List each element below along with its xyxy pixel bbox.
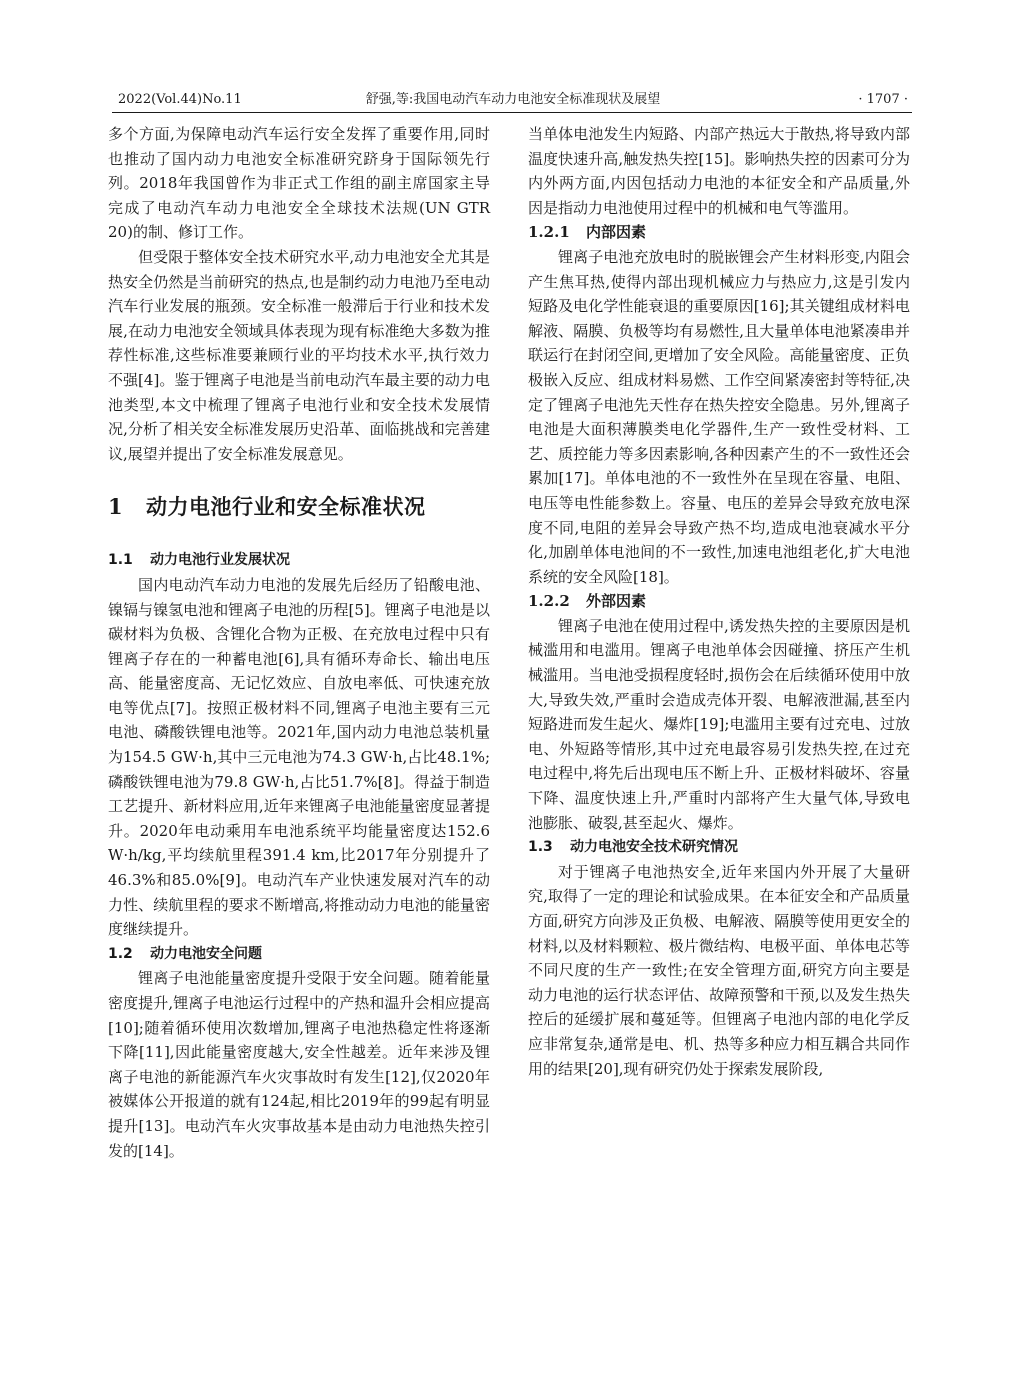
paragraph: 锂离子电池在使用过程中,诱发热失控的主要原因是机械滥用和电滥用。锂离子电池单体会因碰撞、挤压产生机械滥用。当电池受损程度轻时,损伤会在后续循环使用中放大,导致失效,严重时会造成壳体开裂、电解液泄漏,甚至内短路进而发生起火、爆炸[19];电滥用主要有过充电、过放电、外短路等情形,其中过充电最容易引发热失控,在过充电过程中,将先后出现电压不断上升、正极材料破坏、容量下降、温度快速上升,严重时内部将产生大量气体,导致电池膨胀、破裂,甚至起火、爆炸。	[528, 616, 910, 832]
section-heading	[108, 492, 490, 522]
paragraph: 锂离子电池充放电时的脱嵌锂会产生材料形变,内阻会产生焦耳热,使得内部出现机械应力与热应力,这是引发内短路及电化学性能衰退的重要原因[16];其关键组成材料电解液、隔膜、负极等均有易燃性,且大量单体电池紧凑串并联运行在封闭空间,更增加了安全风险。高能量密度、正负极嵌入反应、组成材料易燃、工作空间紧凑密封等特征,决定了锂离子电池先天性存在热失控安全隐患。另外,锂离子电池是大面积薄膜类电化学器件,生产一致性受材料、工艺、质控能力等多因素影响,各种因素产生的不一致性还会累加[17]。单体电池的不一致性外在呈现在容量、电阻、电压等电性能参数上。容量、电压的差异会导致充放电深度不同,电阻的差异会导致产热不均,造成电池衰减水平分化,加剧单体电池间的不一致性,加速电池组老化,扩大电池系统的安全风险[18]。	[528, 247, 910, 586]
section-number: 1	[108, 494, 124, 520]
subsubsection-title: 外部因素	[586, 592, 647, 611]
right-column	[528, 122, 910, 1081]
running-title: 舒强,等:我国电动汽车动力电池安全标准现状及展望	[365, 92, 661, 107]
paragraph: 对于锂离子电池热安全,近年来国内外开展了大量研究,取得了一定的理论和试验成果。在本征安全和产品质量方面,研究方向涉及正负极、电解液、隔膜等使用更安全的材料,以及材料颗粒、极片微结构、电极平面、单体电芯等不同尺度的生产一致性;在安全管理方面,研究方向主要是动力电池的运行状态评估、故障预警和干预,以及发生热失控后的延缓扩展和蔓延等。但锂离子电池内部的电化学反应非常复杂,通常是电、机、热等多种应力相互耦合共同作用的结果[20],现有研究仍处于探索发展阶段,	[528, 862, 910, 1078]
subsection-number: 1.2	[108, 945, 133, 962]
subsubsection-heading	[528, 220, 910, 245]
page-number: · 1707 ·	[858, 92, 908, 107]
subsection-heading	[528, 835, 910, 860]
subsubsection-number: 1.2.1	[528, 223, 570, 242]
subsection-number: 1.1	[108, 552, 133, 569]
paragraph: 锂离子电池能量密度提升受限于安全问题。随着能量密度提升,锂离子电池运行过程中的产热和温升会相应提高[10];随着循环使用次数增加,锂离子电池热稳定性将逐渐下降[11],因此能量密度越大,安全性越差。近年来涉及锂离子电池的新能源汽车火灾事故时有发生[12],仅2020年被媒体公开报道的就有124起,相比2019年的99起有明显提升[13]。电动汽车火灾事故基本是由动力电池热失控引发的[14]。	[108, 969, 490, 1160]
header-rule	[112, 112, 912, 113]
subsubsection-title: 内部因素	[586, 223, 647, 242]
left-column	[108, 122, 490, 1163]
paragraph: 当单体电池发生内短路、内部产热远大于散热,将导致内部温度快速升高,触发热失控[15]。影响热失控的因素可分为内外两方面,内因包括动力电池的本征安全和产品质量,外因是指动力电池使用过程中的机械和电气等滥用。	[528, 125, 910, 217]
paragraph: 但受限于整体安全技术研究水平,动力电池安全尤其是热安全仍然是当前研究的热点,也是制约动力电池乃至电动汽车行业发展的瓶颈。安全标准一般滞后于行业和技术发展,在动力电池安全领域具体表现为现有标准绝大多数为推荐性标准,这些标准要兼顾行业的平均技术水平,执行效力不强[4]。鉴于锂离子电池是当前电动汽车最主要的动力电池类型,本文中梳理了锂离子电池行业和安全技术发展情况,分析了相关安全标准发展历史沿革、面临挑战和完善建议,展望并提出了安全标准发展意见。	[108, 247, 490, 463]
subsection-number: 1.3	[528, 839, 553, 856]
subsection-heading	[108, 548, 490, 573]
section-title: 动力电池行业和安全标准状况	[146, 494, 426, 520]
running-header	[118, 88, 908, 112]
subsection-title: 动力电池安全技术研究情况	[570, 839, 738, 856]
subsubsection-heading	[528, 589, 910, 614]
paragraph: 国内电动汽车动力电池的发展先后经历了铅酸电池、镍镉与镍氢电池和锂离子电池的历程[5]。锂离子电池是以碳材料为负极、含锂化合物为正极、在充放电过程中只有锂离子存在的一种蓄电池[6],具有循环寿命长、输出电压高、能量密度高、无记忆效应、自放电率低、可快速充放电等优点[7]。按照正极材料不同,锂离子电池主要有三元电池、磷酸铁锂电池等。2021年,国内动力电池总装机量为154.5 GW·h,其中三元电池为74.3 GW·h,占比48.1%;磷酸铁锂电池为79.8 GW·h,占比51.7%[8]。得益于制造工艺提升、新材料应用,近年来锂离子电池能量密度显著提升。2020年电动乘用车电池系统平均能量密度达152.6 W·h/kg,平均续航里程391.4 km,比2017年分别提升了46.3%和85.0%[9]。电动汽车产业快速发展对汽车的动力性、续航里程的要求不断增高,将推动动力电池的能量密度继续提升。	[108, 575, 490, 939]
subsubsection-number: 1.2.2	[528, 592, 570, 611]
subsection-heading	[108, 942, 490, 967]
subsection-title: 动力电池安全问题	[150, 945, 262, 962]
journal-issue: 2022(Vol.44)No.11	[118, 92, 242, 107]
paragraph: 多个方面,为保障电动汽车运行安全发挥了重要作用,同时也推动了国内动力电池安全标准研究跻身于国际领先行列。2018年我国曾作为非正式工作组的副主席国家主导完成了电动汽车动力电池安全全球技术法规(UN GTR 20)的制、修订工作。	[108, 125, 490, 242]
subsection-title: 动力电池行业发展状况	[150, 552, 290, 569]
